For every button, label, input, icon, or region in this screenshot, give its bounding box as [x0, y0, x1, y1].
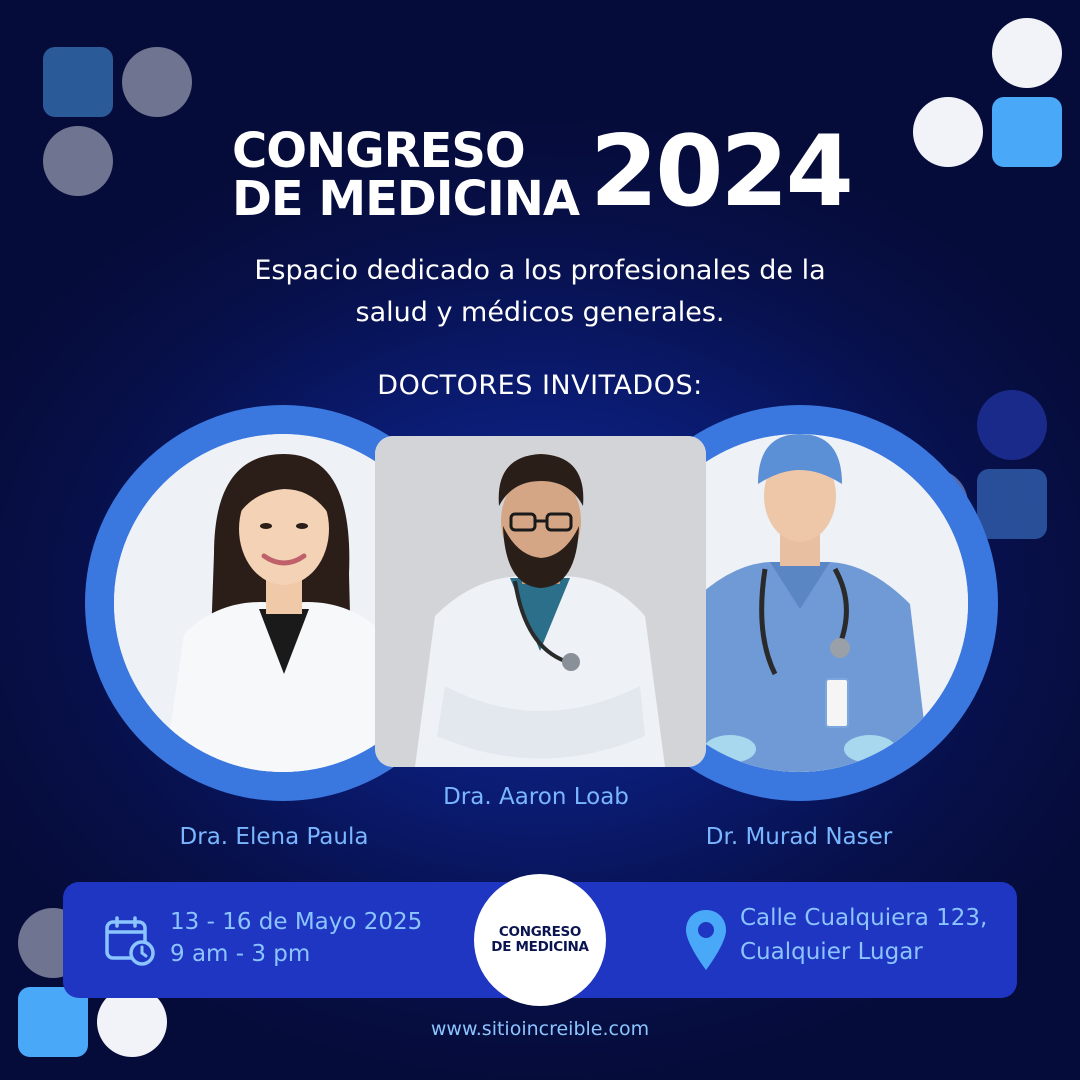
doctor-2-photo	[375, 436, 706, 767]
decor-circle-mid-right	[977, 390, 1047, 460]
location-pin-icon	[684, 908, 728, 972]
event-address-line-1: Calle Cualquiera 123,	[740, 905, 988, 931]
website-link[interactable]: www.sitioincreible.com	[430, 1018, 650, 1040]
event-date: 13 - 16 de Mayo 2025	[170, 909, 423, 935]
decor-square-top-right	[992, 97, 1062, 167]
congress-logo	[474, 874, 606, 1006]
guests-heading: DOCTORES INVITADOS:	[377, 370, 703, 401]
title-line-2: DE MEDICINA	[232, 171, 580, 227]
decor-circle-top-left-2	[43, 126, 113, 196]
event-address-line-2: Cualquier Lugar	[740, 939, 923, 965]
subtitle-line-1: Espacio dedicado a los profesionales de la	[254, 255, 826, 286]
calendar-clock-icon	[104, 916, 156, 966]
doctor-2-portrait	[375, 436, 706, 767]
subtitle-line-2: salud y médicos generales.	[355, 297, 725, 328]
event-time: 9 am - 3 pm	[170, 941, 311, 967]
decor-circle-top-right-2	[913, 97, 983, 167]
logo-line-1: CONGRESO	[498, 924, 582, 940]
decor-circle-top-right	[992, 18, 1062, 88]
doctor-3-name: Dr. Murad Naser	[705, 824, 893, 850]
decor-square-mid-right	[977, 469, 1047, 539]
subtitle	[190, 250, 890, 334]
title-line-1: CONGRESO	[232, 123, 525, 179]
decor-square-top-left	[43, 47, 113, 117]
title-year: 2024	[590, 115, 851, 229]
doctor-2-name: Dra. Aaron Loab	[443, 784, 629, 810]
doctor-1-name: Dra. Elena Paula	[179, 824, 369, 850]
logo-line-2: DE MEDICINA	[491, 939, 589, 955]
decor-circle-top-left	[122, 47, 192, 117]
